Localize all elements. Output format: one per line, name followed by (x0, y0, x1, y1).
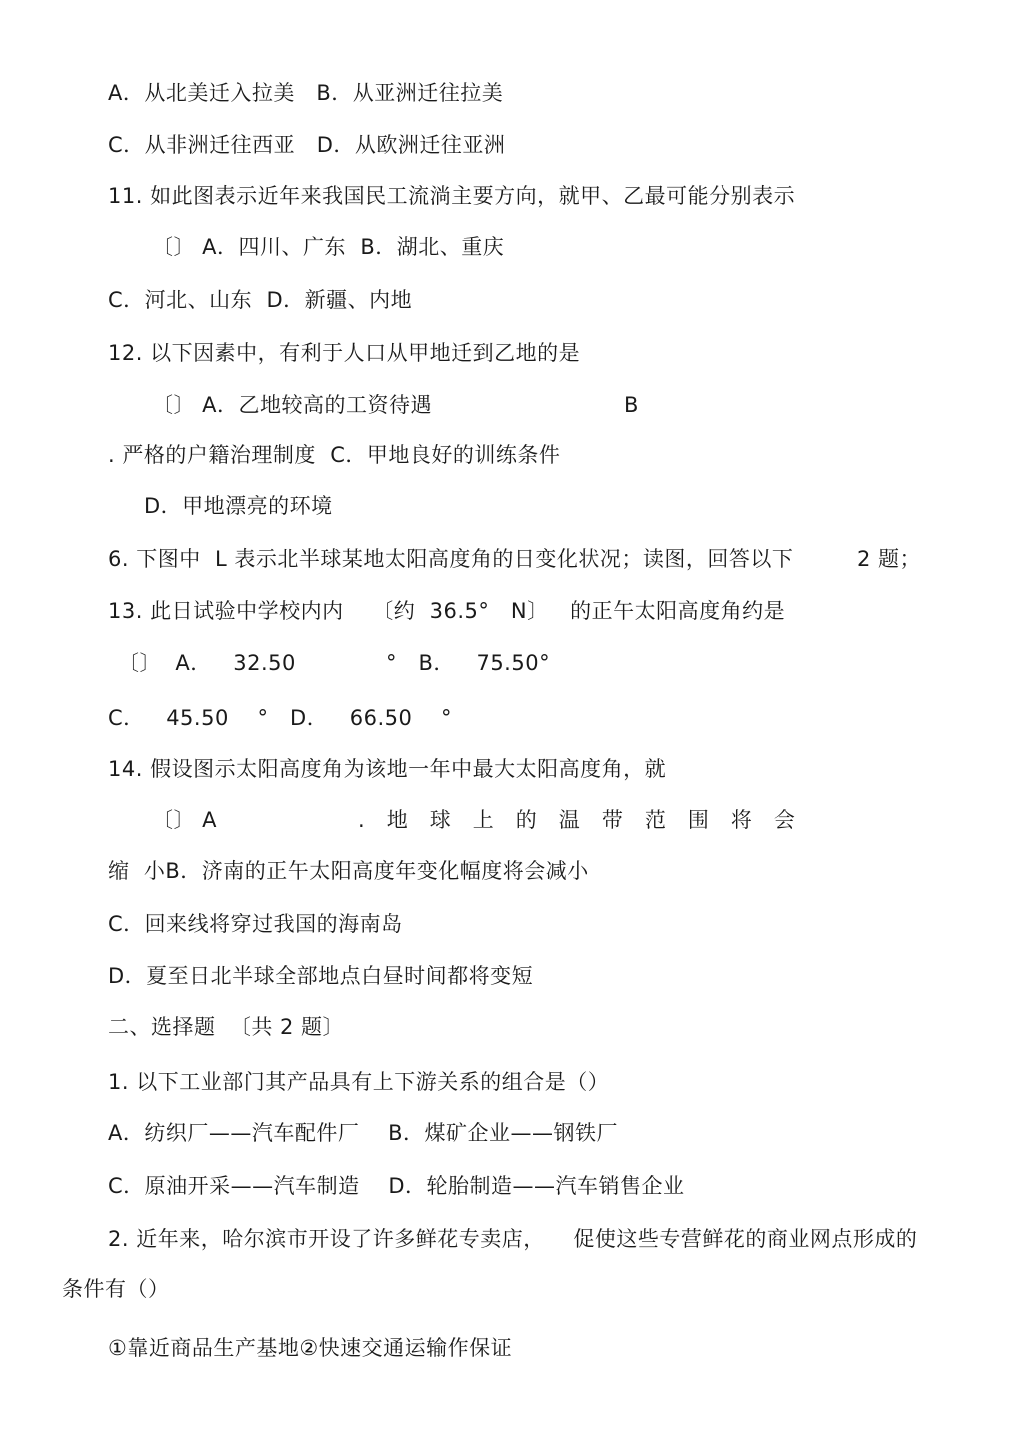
q13-option-a: 〔〕 A． 32.50 (118, 651, 296, 675)
section-2-heading: 二、选择题 〔共 2 题〕 (108, 1015, 345, 1039)
s2-q1-options-ab: A．纺织厂——汽车配件厂 B．煤矿企业——钢铁厂 (108, 1121, 618, 1145)
q14-stem: 14. 假设图示太阳高度角为该地一年中最大太阳高度角，就 (108, 757, 667, 781)
q13-stem: 13. 此日试验中学校内内 〔约 36.5° N〕 的正午太阳高度角约是 (108, 599, 786, 623)
q11-stem: 11. 如此图表示近年来我国民工流淌主要方向，就甲、乙最可能分别表示 (108, 184, 796, 208)
q13-options-cd: C． 45.50 ° D． 66.50 ° (108, 706, 453, 730)
q11-options-cd: C．河北、山东 D．新疆、内地 (108, 288, 413, 312)
q14-option-a-cont-b: 缩 小B．济南的正午太阳高度年变化幅度将会减小 (108, 859, 589, 883)
section-6-count: 2 题； (857, 547, 922, 571)
s2-q2-stem: 2. 近年来，哈尔滨市开设了许多鲜花专卖店， 促使这些专营鲜花的商业网点形成的 (108, 1227, 918, 1251)
section-6-intro: 6. 下图中 L 表示北半球某地太阳高度角的日变化状况；读图，回答以下 (108, 547, 794, 571)
q12-stem: 12. 以下因素中，有利于人口从甲地迁到乙地的是 (108, 341, 581, 365)
s2-q2-statements: ①靠近商品生产基地②快速交通运输作保证 (108, 1336, 513, 1360)
s2-q2-stem-cont: 条件有（） (62, 1277, 170, 1301)
q12-option-b-label: B (624, 393, 639, 417)
q14-option-d: D．夏至日北半球全部地点白昼时间都将变短 (108, 964, 534, 988)
q12-option-d: D．甲地漂亮的环境 (144, 494, 333, 518)
q14-option-c: C．回来线将穿过我国的海南岛 (108, 912, 403, 936)
q14-option-a-label: 〔〕 A (152, 808, 218, 832)
q12-option-a: 〔〕 A．乙地较高的工资待遇 (152, 393, 433, 417)
q11-options-ab: 〔〕 A．四川、广东 B．湖北、重庆 (152, 235, 505, 259)
s2-q1-options-cd: C．原油开采——汽车制造 D．轮胎制造——汽车销售企业 (108, 1174, 685, 1198)
q12-options-bc: . 严格的户籍治理制度 C．甲地良好的训练条件 (108, 443, 561, 467)
q13-option-b: ° B． 75.50° (386, 651, 551, 675)
q10-options-ab: A．从北美迁入拉美 B．从亚洲迁往拉美 (108, 81, 504, 105)
q10-options-cd: C．从非洲迁往西亚 D．从欧洲迁往亚洲 (108, 133, 506, 157)
q14-option-a-text: . 地 球 上 的 温 带 范 围 将 会 (358, 808, 796, 832)
s2-q1-stem: 1. 以下工业部门其产品具有上下游关系的组合是（） (108, 1070, 610, 1094)
